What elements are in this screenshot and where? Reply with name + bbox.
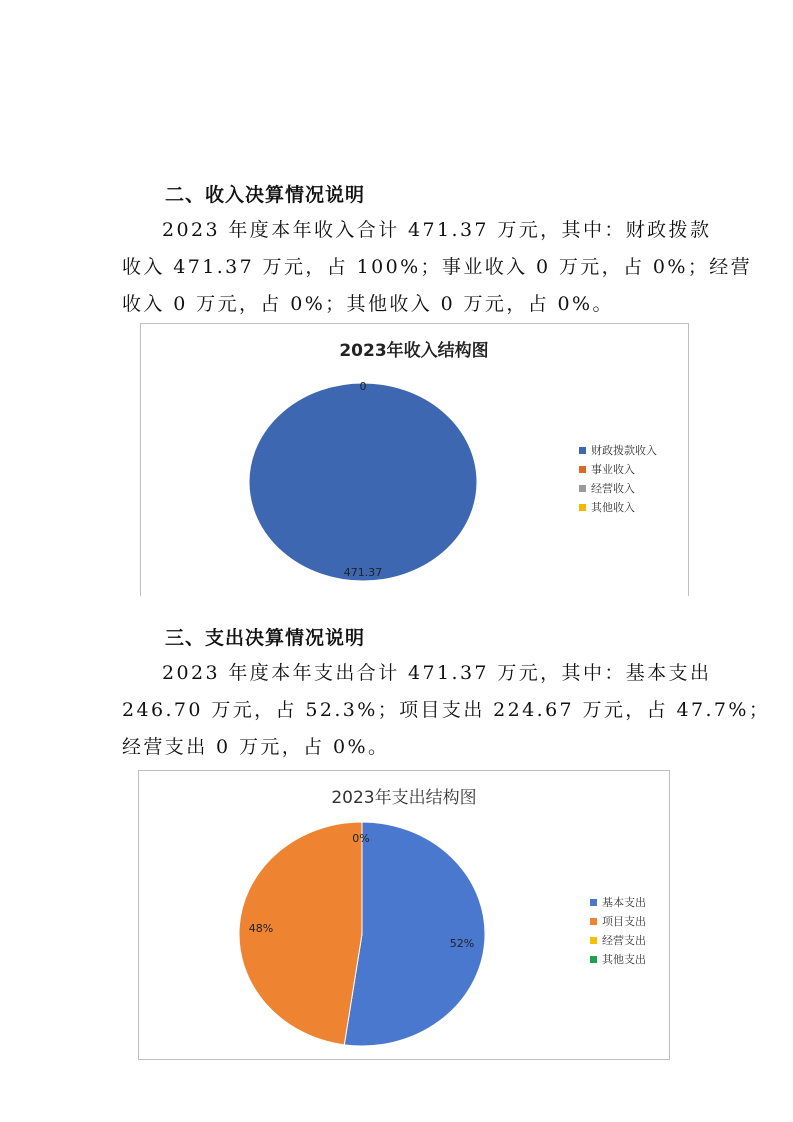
data-label: 48% [248, 922, 274, 935]
income-pie-chart [141, 324, 688, 596]
data-label: 52% [449, 937, 475, 950]
legend-swatch [579, 485, 586, 492]
legend-label: 基本支出 [602, 896, 646, 909]
text-line: 收入 471.37 万元，占 100%；事业收入 0 万元，占 0%；经营 [122, 256, 753, 278]
section-heading-income: 二、收入决算情况说明 [165, 184, 366, 206]
data-label: 0 [359, 380, 367, 393]
legend-swatch [579, 447, 586, 454]
text-line: 收入 0 万元，占 0%；其他收入 0 万元，占 0%。 [122, 293, 614, 315]
legend-label: 经营收入 [591, 482, 635, 495]
text-line: 246.70 万元，占 52.3%；项目支出 224.67 万元，占 47.7%； [122, 699, 771, 721]
section-heading-expenditure: 三、支出决算情况说明 [165, 627, 366, 649]
legend-label: 经营支出 [602, 934, 646, 947]
legend-label: 其他收入 [591, 501, 635, 514]
legend-label: 财政拨款收入 [591, 444, 657, 457]
chart-legend [579, 443, 657, 514]
chart-legend [590, 895, 646, 966]
legend-swatch [590, 956, 597, 963]
legend-label: 项目支出 [602, 915, 646, 928]
data-label: 471.37 [343, 566, 383, 579]
legend-swatch [590, 899, 597, 906]
expenditure-description [122, 655, 771, 766]
legend-swatch [579, 504, 586, 511]
data-label: 0% [352, 832, 370, 845]
text-line: 2023 年度本年收入合计 471.37 万元，其中：财政拨款 [162, 219, 712, 241]
expenditure-pie-chart [139, 771, 669, 1059]
legend-label: 事业收入 [591, 463, 635, 476]
legend-label: 其他支出 [602, 953, 646, 966]
pie-slice [249, 383, 477, 581]
legend-swatch [590, 937, 597, 944]
expenditure-chart [138, 770, 670, 1060]
income-description [122, 212, 753, 323]
text-line: 经营支出 0 万元，占 0%。 [122, 736, 390, 758]
legend-swatch [590, 918, 597, 925]
text-line: 2023 年度本年支出合计 471.37 万元，其中：基本支出 [162, 662, 712, 684]
pie-slice [344, 822, 485, 1046]
legend-swatch [579, 466, 586, 473]
chart-title: 2023年收入结构图 [339, 341, 489, 361]
income-chart [140, 323, 689, 596]
chart-title: 2023年支出结构图 [331, 788, 477, 808]
